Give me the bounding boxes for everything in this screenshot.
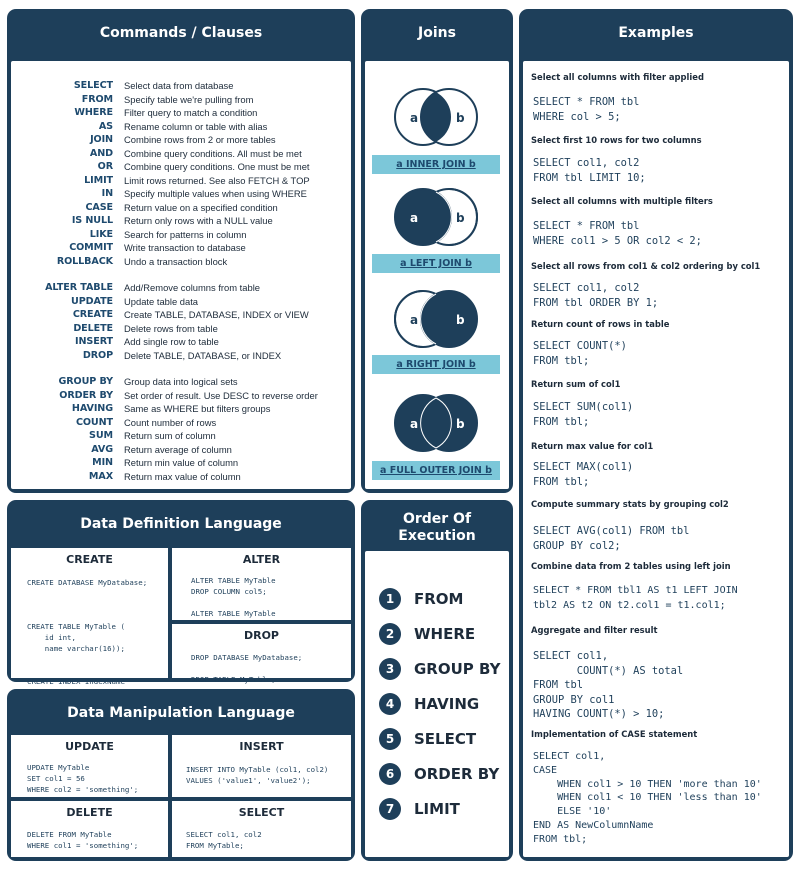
command-key: ROLLBACK — [56, 255, 113, 267]
command-row — [13, 160, 343, 174]
command-desc: Filter query to match a condition — [124, 107, 258, 119]
example-title: Implementation of CASE statement — [531, 729, 698, 739]
ddl-title: Data Definition Language — [80, 516, 282, 532]
dml-update-heading: UPDATE — [65, 740, 114, 753]
command-desc: Same as WHERE but filters groups — [124, 403, 271, 415]
order-step-number: 2 — [379, 623, 401, 645]
example-title: Select all columns with filter applied — [531, 72, 704, 82]
example-code: SELECT AVG(col1) FROM tbl GROUP BY col2; — [533, 525, 690, 552]
command-desc: Set order of result. Use DESC to reverse order — [124, 389, 318, 401]
example-title: Compute summary stats by grouping col2 — [531, 499, 729, 509]
commands-title: Commands / Clauses — [99, 25, 263, 41]
example-title: Return max value for col1 — [531, 441, 654, 451]
command-row — [13, 429, 343, 443]
command-row — [13, 147, 343, 161]
command-row — [13, 255, 343, 269]
example-code: SELECT col1, col2 FROM tbl LIMIT 10; — [533, 157, 646, 184]
command-key: LIMIT — [84, 174, 113, 186]
command-key: FROM — [81, 93, 113, 105]
right-join-diagram — [391, 289, 481, 349]
command-key: WHERE — [74, 107, 113, 119]
joins-title: Joins — [418, 25, 456, 41]
command-desc: Return average of column — [124, 443, 232, 455]
command-key: IS NULL — [71, 215, 113, 227]
command-key: IN — [101, 188, 113, 200]
command-desc: Return only rows with a NULL value — [124, 215, 273, 227]
order-title-line2: Execution — [398, 528, 476, 544]
examples-title: Examples — [618, 25, 694, 41]
dml-insert-heading: INSERT — [239, 740, 284, 753]
command-row — [13, 416, 343, 430]
example-code: SELECT col1, CASE WHEN col1 > 10 THEN 'more than 10' WHEN col1 < 10 THEN 'less than 10' ELSE '10' END AS NewColumnName FROM tbl; — [533, 751, 762, 845]
command-row — [13, 335, 343, 349]
dml-title: Data Manipulation Language — [67, 705, 295, 721]
command-key: CREATE — [72, 309, 113, 321]
command-key: INSERT — [75, 336, 113, 348]
circle-a-label: a — [410, 111, 419, 125]
command-key: SUM — [89, 430, 113, 442]
command-row — [13, 295, 343, 309]
example-title: Aggregate and filter result — [531, 625, 658, 635]
order-step-label: LIMIT — [414, 800, 460, 818]
command-row — [13, 133, 343, 147]
command-desc: Combine query conditions. One must be met — [124, 161, 310, 173]
command-key: COMMIT — [69, 242, 113, 254]
order-title-line1: Order Of — [402, 511, 472, 527]
command-row — [13, 308, 343, 322]
command-key: DELETE — [73, 322, 113, 334]
examples-panel — [519, 9, 793, 861]
commands-list — [13, 79, 343, 483]
ddl-alter-code: ALTER TABLE MyTable DROP COLUMN col5; ALTER TABLE MyTable — [191, 576, 276, 618]
example-title: Select all rows from col1 & col2 ordering by col1 — [531, 261, 761, 271]
dml-insert-box — [172, 735, 351, 797]
ddl-drop-heading: DROP — [243, 629, 279, 642]
order-panel — [361, 500, 513, 861]
ddl-drop-code: DROP DATABASE MyDatabase; DROP TABLE MyTable; — [191, 653, 303, 684]
ddl-drop-box — [172, 624, 351, 684]
circle-a-label: a — [410, 313, 419, 327]
command-row — [13, 93, 343, 107]
joins-panel — [361, 9, 513, 493]
order-step — [379, 761, 499, 787]
order-step-number: 7 — [379, 798, 401, 820]
dml-insert-code: INSERT INTO MyTable (col1, col2) VALUES ('value1', 'value2'); — [186, 765, 329, 785]
command-key: OR — [97, 161, 113, 173]
inner-join-label[interactable]: a INNER JOIN b — [372, 155, 500, 174]
command-desc: Return sum of column — [124, 430, 216, 442]
commands-panel — [7, 9, 355, 493]
dml-update-code: UPDATE MyTable SET col1 = 56 WHERE col2 = 'something'; — [27, 763, 139, 794]
full-outer-join-diagram — [391, 393, 481, 453]
command-desc: Write transaction to database — [124, 242, 246, 254]
command-row — [13, 349, 343, 363]
command-desc: Undo a transaction block — [124, 255, 228, 267]
order-step-number: 4 — [379, 693, 401, 715]
command-desc: Return max value of column — [124, 470, 241, 482]
command-desc: Return min value of column — [124, 457, 239, 469]
command-desc: Select data from database — [124, 80, 234, 92]
command-desc: Specify table we're pulling from — [124, 93, 254, 105]
order-step-label: HAVING — [414, 695, 480, 713]
command-desc: Search for patterns in column — [124, 228, 247, 240]
command-key: COUNT — [75, 416, 113, 428]
order-step-number: 6 — [379, 763, 401, 785]
command-desc: Delete rows from table — [124, 322, 218, 334]
command-row — [13, 187, 343, 201]
example-code: SELECT COUNT(*) FROM tbl; — [533, 340, 627, 367]
command-desc: Update table data — [124, 295, 199, 307]
command-desc: Group data into logical sets — [124, 376, 238, 388]
order-step-label: ORDER BY — [414, 765, 500, 783]
example-code: SELECT col1, col2 FROM tbl ORDER BY 1; — [533, 282, 659, 309]
example-code: SELECT col1, COUNT(*) AS total FROM tbl GROUP BY col1 HAVING COUNT(*) > 10; — [533, 650, 684, 720]
command-desc: Add single row to table — [124, 336, 219, 348]
dml-delete-code: DELETE FROM MyTable WHERE col1 = 'something'; — [27, 830, 139, 850]
circle-b-label: b — [456, 111, 465, 125]
command-row — [13, 322, 343, 336]
order-step-label: SELECT — [414, 730, 477, 748]
dml-select-code: SELECT col1, col2 FROM MyTable; — [186, 830, 262, 850]
command-key: MIN — [92, 457, 113, 469]
dml-select-heading: SELECT — [238, 806, 285, 819]
example-code: SELECT SUM(col1) FROM tbl; — [533, 401, 634, 428]
command-row — [13, 402, 343, 416]
ddl-create-heading: CREATE — [66, 553, 113, 566]
order-step-number: 1 — [379, 588, 401, 610]
command-key: AVG — [91, 443, 113, 455]
order-step-label: GROUP BY — [414, 660, 501, 678]
command-key: SELECT — [73, 80, 113, 92]
dml-delete-heading: DELETE — [66, 806, 113, 819]
full-outer-join-label[interactable]: a FULL OUTER JOIN b — [372, 461, 500, 480]
command-desc: Rename column or table with alias — [124, 120, 268, 132]
example-code: SELECT * FROM tbl WHERE col1 > 5 OR col2 < 2; — [533, 220, 702, 247]
dml-delete-box — [11, 801, 168, 857]
right-join-label[interactable]: a RIGHT JOIN b — [372, 355, 500, 374]
command-key: ORDER BY — [59, 389, 113, 401]
order-step — [379, 656, 500, 682]
command-row — [13, 201, 343, 215]
order-step-number: 5 — [379, 728, 401, 750]
example-code: SELECT * FROM tbl1 AS t1 LEFT JOIN tbl2 AS t2 ON t2.col1 = t1.col1; — [533, 585, 738, 611]
example-code: SELECT * FROM tbl WHERE col > 5; — [533, 96, 640, 123]
example-title: Combine data from 2 tables using left join — [531, 561, 731, 571]
command-row — [13, 281, 343, 295]
command-desc: Delete TABLE, DATABASE, or INDEX — [124, 349, 282, 361]
command-key: HAVING — [71, 403, 113, 415]
command-row — [13, 79, 343, 93]
ddl-alter-heading: ALTER — [242, 553, 281, 566]
command-row — [13, 228, 343, 242]
command-key: JOIN — [90, 134, 113, 146]
order-step — [379, 621, 475, 647]
command-desc: Add/Remove columns from table — [124, 282, 260, 294]
command-desc: Create TABLE, DATABASE, INDEX or VIEW — [124, 309, 309, 321]
example-title: Select first 10 rows for two columns — [531, 135, 702, 145]
command-key: AS — [98, 120, 113, 132]
command-key: MAX — [88, 470, 113, 482]
example-title: Return count of rows in table — [531, 319, 670, 329]
circle-b-label: b — [456, 417, 465, 431]
circle-b-label: b — [456, 313, 465, 327]
command-row — [13, 470, 343, 484]
command-row — [13, 106, 343, 120]
circle-a-label: a — [410, 417, 419, 431]
command-desc: Specify multiple values when using WHERE — [124, 188, 307, 200]
order-step-label: FROM — [414, 590, 464, 608]
dml-select-box — [172, 801, 351, 857]
left-join-label[interactable]: a LEFT JOIN b — [372, 254, 500, 273]
circle-b-label: b — [456, 211, 465, 225]
command-key: DROP — [82, 349, 113, 361]
left-join-diagram — [391, 187, 481, 247]
command-row — [13, 174, 343, 188]
command-row — [13, 214, 343, 228]
command-desc: Count number of rows — [124, 416, 217, 428]
order-step — [379, 691, 479, 717]
order-step — [379, 726, 476, 752]
command-row — [13, 241, 343, 255]
order-step-label: WHERE — [414, 625, 476, 643]
ddl-create-box — [11, 548, 168, 686]
order-step — [379, 796, 460, 822]
command-key: GROUP BY — [58, 376, 113, 388]
command-row — [13, 456, 343, 470]
ddl-create-code: CREATE DATABASE MyDatabase; CREATE TABLE MyTable ( id int, name varchar(16)); CREATE INDEX IndexName — [27, 578, 148, 686]
dml-panel — [7, 689, 355, 861]
command-row — [13, 389, 343, 403]
command-row — [13, 443, 343, 457]
command-row — [13, 375, 343, 389]
command-key: LIKE — [89, 228, 113, 240]
command-key: ALTER TABLE — [45, 282, 113, 294]
command-key: UPDATE — [71, 295, 113, 307]
order-step — [379, 586, 463, 612]
example-title: Select all columns with multiple filters — [531, 196, 713, 206]
ddl-alter-box — [172, 548, 351, 620]
example-code: SELECT MAX(col1) FROM tbl; — [533, 461, 634, 488]
command-row — [13, 120, 343, 134]
command-desc: Return value on a specified condition — [124, 201, 278, 213]
command-desc: Combine rows from 2 or more tables — [124, 134, 276, 146]
inner-join-diagram — [391, 87, 481, 147]
order-step-number: 3 — [379, 658, 401, 680]
ddl-panel — [7, 500, 355, 686]
dml-update-box — [11, 735, 168, 797]
command-desc: Limit rows returned. See also FETCH & TOP — [124, 174, 310, 186]
command-key: CASE — [85, 201, 113, 213]
circle-a-label: a — [410, 211, 419, 225]
command-desc: Combine query conditions. All must be met — [124, 147, 302, 159]
command-key: AND — [89, 147, 113, 159]
example-title: Return sum of col1 — [531, 379, 621, 389]
